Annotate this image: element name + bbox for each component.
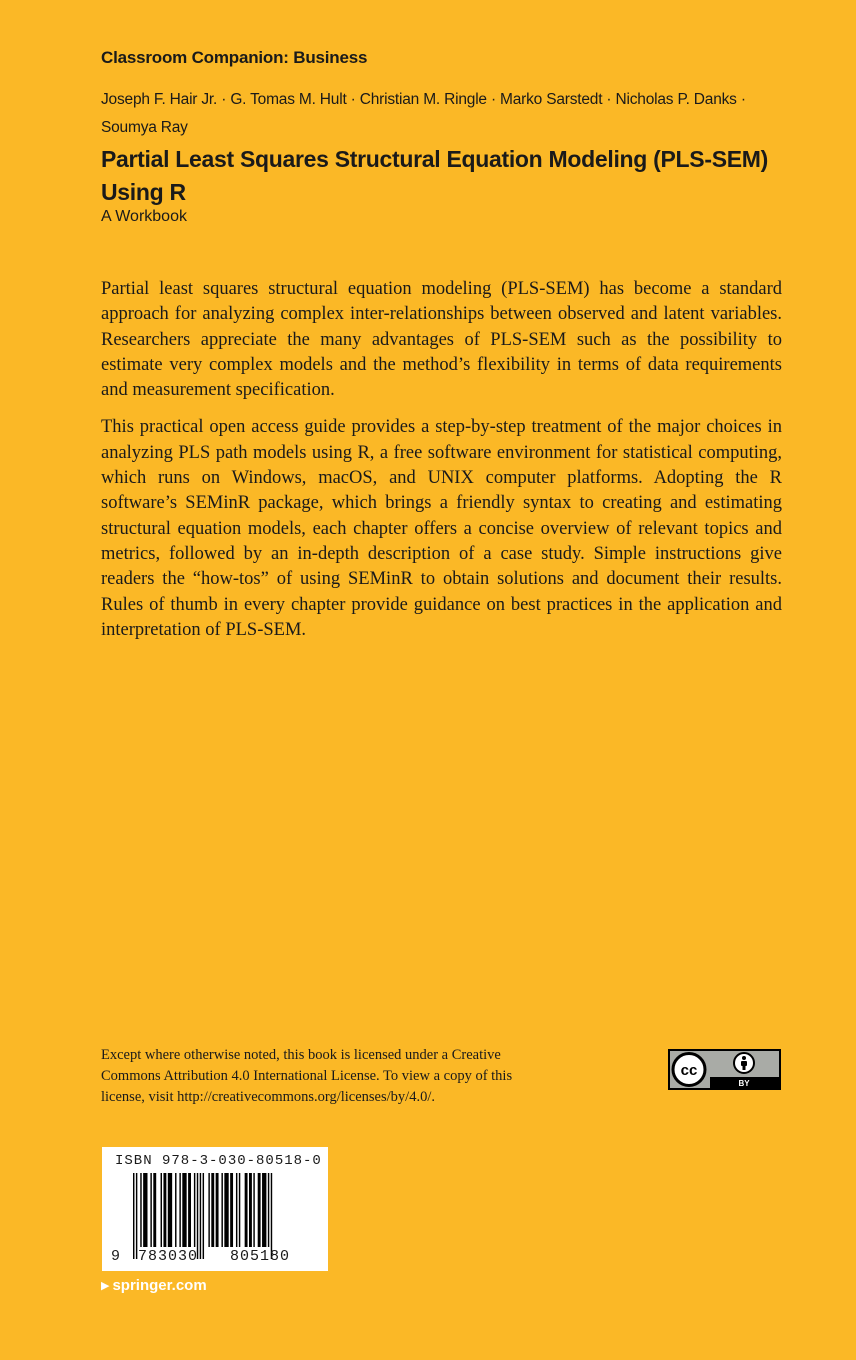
barcode-bar <box>161 1173 162 1247</box>
cc-logo-text: cc <box>680 1062 698 1079</box>
barcode-bar <box>216 1173 219 1247</box>
description-paragraph-2: This practical open access guide provides a step-by-step treatment of the major choices in analyzing PLS path models using R, a free software environment for statistical computing, which runs on Windows, macOS, and UNIX computer platforms. Adopting the R software’s SEMinR package, which brings a friendly syntax to creating and estimating structural equation models, each chapter offers a concise overview of relevant topics and metrics, followed by an in-depth description of a case study. Simple instructions give readers the “how-tos” of using SEMinR to obtain solutions and document their results. Rules of thumb in every chapter provide guidance on best practices in the application and interpretation of PLS-SEM. <box>101 417 782 640</box>
barcode-digits-left: 783030 <box>138 1248 199 1265</box>
barcode-bar <box>153 1173 156 1247</box>
barcode-bar <box>258 1173 261 1247</box>
barcode-bar <box>143 1173 147 1247</box>
barcode-bar <box>268 1173 269 1247</box>
barcode-bar <box>249 1173 252 1247</box>
barcode-digit-first: 9 <box>111 1248 122 1265</box>
barcode-bar <box>194 1173 195 1247</box>
title-line-2: Using R <box>101 179 186 205</box>
barcode-bar <box>200 1173 201 1259</box>
barcode-bar <box>211 1173 214 1247</box>
barcode-bar <box>182 1173 186 1247</box>
barcode-bar <box>245 1173 248 1247</box>
barcode-bar <box>175 1173 176 1247</box>
license-notice <box>101 1045 571 1108</box>
publisher-url: springer.com <box>112 1277 207 1294</box>
barcode-bar <box>230 1173 233 1247</box>
series-name: Classroom Companion: Business <box>101 48 368 67</box>
barcode-bar <box>197 1173 198 1259</box>
barcode-digits-right: 805180 <box>230 1248 291 1265</box>
authors-line-1: Joseph F. Hair Jr. · G. Tomas M. Hult · Christian M. Ringle · Marko Sarstedt · Nicholas P. Danks · <box>101 91 746 108</box>
barcode-bar <box>150 1173 151 1247</box>
isbn-label: ISBN 978-3-030-80518-0 <box>115 1153 322 1169</box>
barcode-bar <box>208 1173 209 1247</box>
title-line-1: Partial Least Squares Structural Equation Modeling (PLS-SEM) <box>101 146 768 172</box>
barcode-bar <box>133 1173 134 1259</box>
barcode-bar <box>271 1173 272 1259</box>
authors-line-2: Soumya Ray <box>101 119 188 136</box>
barcode-bar <box>140 1173 141 1247</box>
book-description <box>101 277 782 655</box>
barcode-bar <box>188 1173 191 1247</box>
by-label: BY <box>738 1079 750 1088</box>
license-line-1: Except where otherwise noted, this book is licensed under a Creative <box>101 1047 501 1063</box>
barcode-bar <box>262 1173 266 1247</box>
book-subtitle: A Workbook <box>101 208 187 225</box>
barcode-bar <box>179 1173 180 1247</box>
publisher-link[interactable] <box>101 1277 207 1294</box>
book-title <box>101 143 781 209</box>
arrow-icon: ▶ <box>101 1280 110 1292</box>
barcode-bar <box>168 1173 172 1247</box>
barcode-bar <box>221 1173 222 1247</box>
barcode-bar <box>224 1173 228 1247</box>
description-paragraph-1: Partial least squares structural equation modeling (PLS-SEM) has become a standard approach for analyzing complex inter-relationships between observed and latent variables. Researchers appreciate the many advantages of PLS-SEM such as the possibility to estimate very complex models and the method’s flexibility in terms of data requirements and measurement specification. <box>101 279 782 401</box>
isbn-barcode <box>102 1147 328 1271</box>
license-line-3: license, visit http://creativecommons.org/licenses/by/4.0/. <box>101 1089 435 1105</box>
barcode-bar <box>163 1173 166 1247</box>
license-line-2: Commons Attribution 4.0 International License. To view a copy of this <box>101 1068 513 1084</box>
cc-by-license-badge <box>668 1049 781 1090</box>
attribution-person-icon <box>734 1053 754 1073</box>
barcode-bars <box>102 1147 328 1271</box>
authors <box>101 86 761 142</box>
barcode-bar <box>236 1173 237 1247</box>
barcode-bar <box>136 1173 137 1259</box>
barcode-bar <box>203 1173 204 1259</box>
cc-logo-icon <box>673 1054 705 1086</box>
barcode-bar <box>239 1173 240 1247</box>
barcode-bar <box>253 1173 254 1247</box>
